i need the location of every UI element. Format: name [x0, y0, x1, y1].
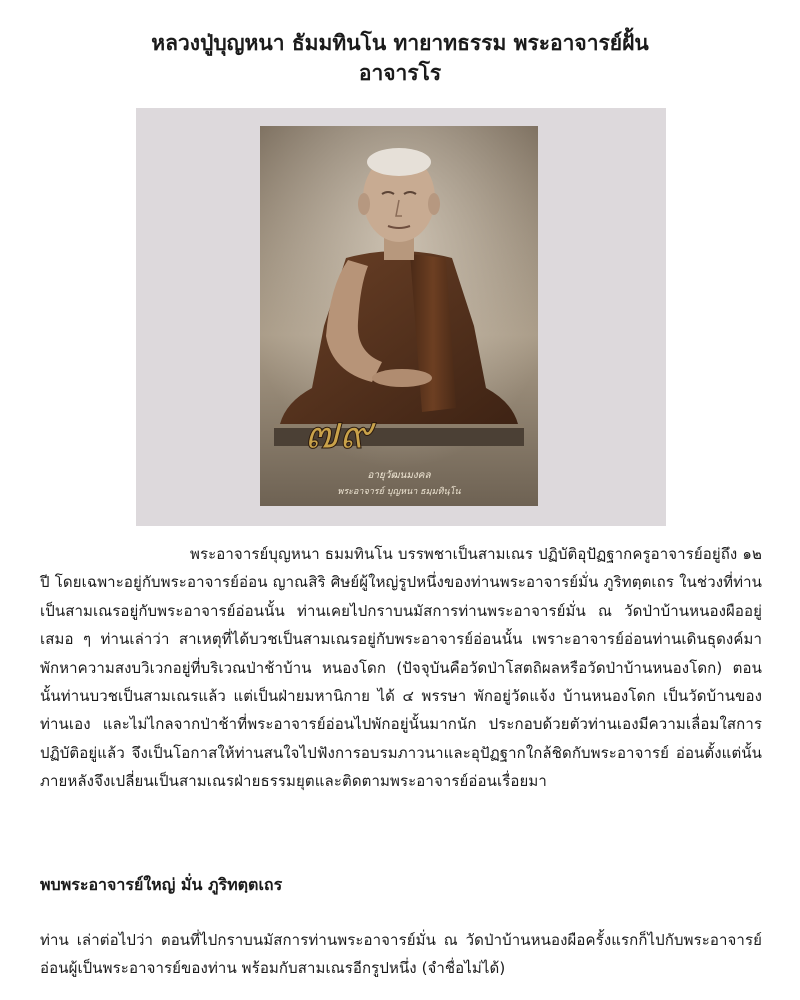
article-paragraph-2: ท่าน เล่าต่อไปว่า ตอนที่ไปกราบนมัสการท่านพระอาจารย์มั่น ณ วัดป่าบ้านหนองผือครั้งแรกก็ไปกับพระอาจารย์อ่อนผู้เป็นพระอาจารย์ของท่าน พร้อมกับสามเณรอีกรูปหนึ่ง (จำชื่อไม่ได้) — [40, 931, 762, 978]
article-title — [40, 28, 760, 88]
photo-caption-line-1: อายุวัฒนมงคล — [367, 470, 431, 481]
photo-number-overlay: ๗๙ — [304, 405, 373, 459]
article-title-line-2: อาจารโร — [358, 61, 442, 85]
folded-hands — [372, 369, 432, 387]
photo-caption-line-2: พระอาจารย์ บุญหนา ธมฺมทินฺโน — [337, 487, 461, 497]
monk-portrait-image — [260, 126, 538, 506]
photo-frame — [136, 108, 666, 526]
section-heading: พบพระอาจารย์ใหญ่ มั่น ภูริทตฺตเถร — [40, 875, 283, 894]
article-paragraph-1: พระอาจารย์บุญหนา ธมมทินโน บรรพชาเป็นสามเณร ปฏิบัติอุปัฏฐากครูอาจารย์อยู่ถึง ๑๒ ปี โดยเฉพาะอยู่กับพระอาจารย์อ่อน ญาณสิริ ศิษย์ผู้ใหญ่รูปหนึ่งของท่านพระอาจารย์มั่น ภูริทตฺตเถร ในช่วงที่ท่านเป็นสามเณรอยู่กับพระอาจารย์อ่อนนั้น ท่านเคยไปกราบนมัสการท่านพระอาจารย์มั่น ณ วัดป่าบ้านหนองผืออยู่เสมอ ๆ ท่านเล่าว่า สาเหตุที่ได้บวชเป็นสามเณรอยู่กับพระอาจารย์อ่อนนั้น เพราะอาจารย์อ่อนท่านเดินธุดงค์มาพักหาความสงบวิเวกอยู่ที่บริเวณป่าช้าบ้าน หนองโดก (ปัจจุบันคือวัดป่าโสตถิผลหรือวัดป่าบ้านหนองโดก) ตอนนั้นท่านบวชเป็นสามเณรแล้ว แต่เป็นฝ่ายมหานิกาย ได้ ๔ พรรษา พักอยู่วัดแจ้ง บ้านหนองโดก เป็นวัดบ้านของท่านเอง และไม่ไกลจากป่าช้าที่พระอาจารย์อ่อนไปพักอยู่นั้นมากนัก ประกอบด้วยตัวท่านเองมีความเลื่อมใสการปฏิบัติอยู่แล้ว จึงเป็นโอกาสให้ท่านสนใจไปฟังการอบรมภาวนาและอุปัฏฐากใกล้ชิดกับพระอาจารย์ อ่อนตั้งแต่นั้น ภายหลังจึงเปลี่ยนเป็นสามเณรฝ่ายธรรมยุตและติดตามพระอาจารย์อ่อนเรื่อยมา — [40, 545, 762, 791]
article-title-line-1: หลวงปู่บุญหนา ธัมมทินโน ทายาทธรรม พระอาจารย์ฝั้น — [151, 31, 649, 55]
